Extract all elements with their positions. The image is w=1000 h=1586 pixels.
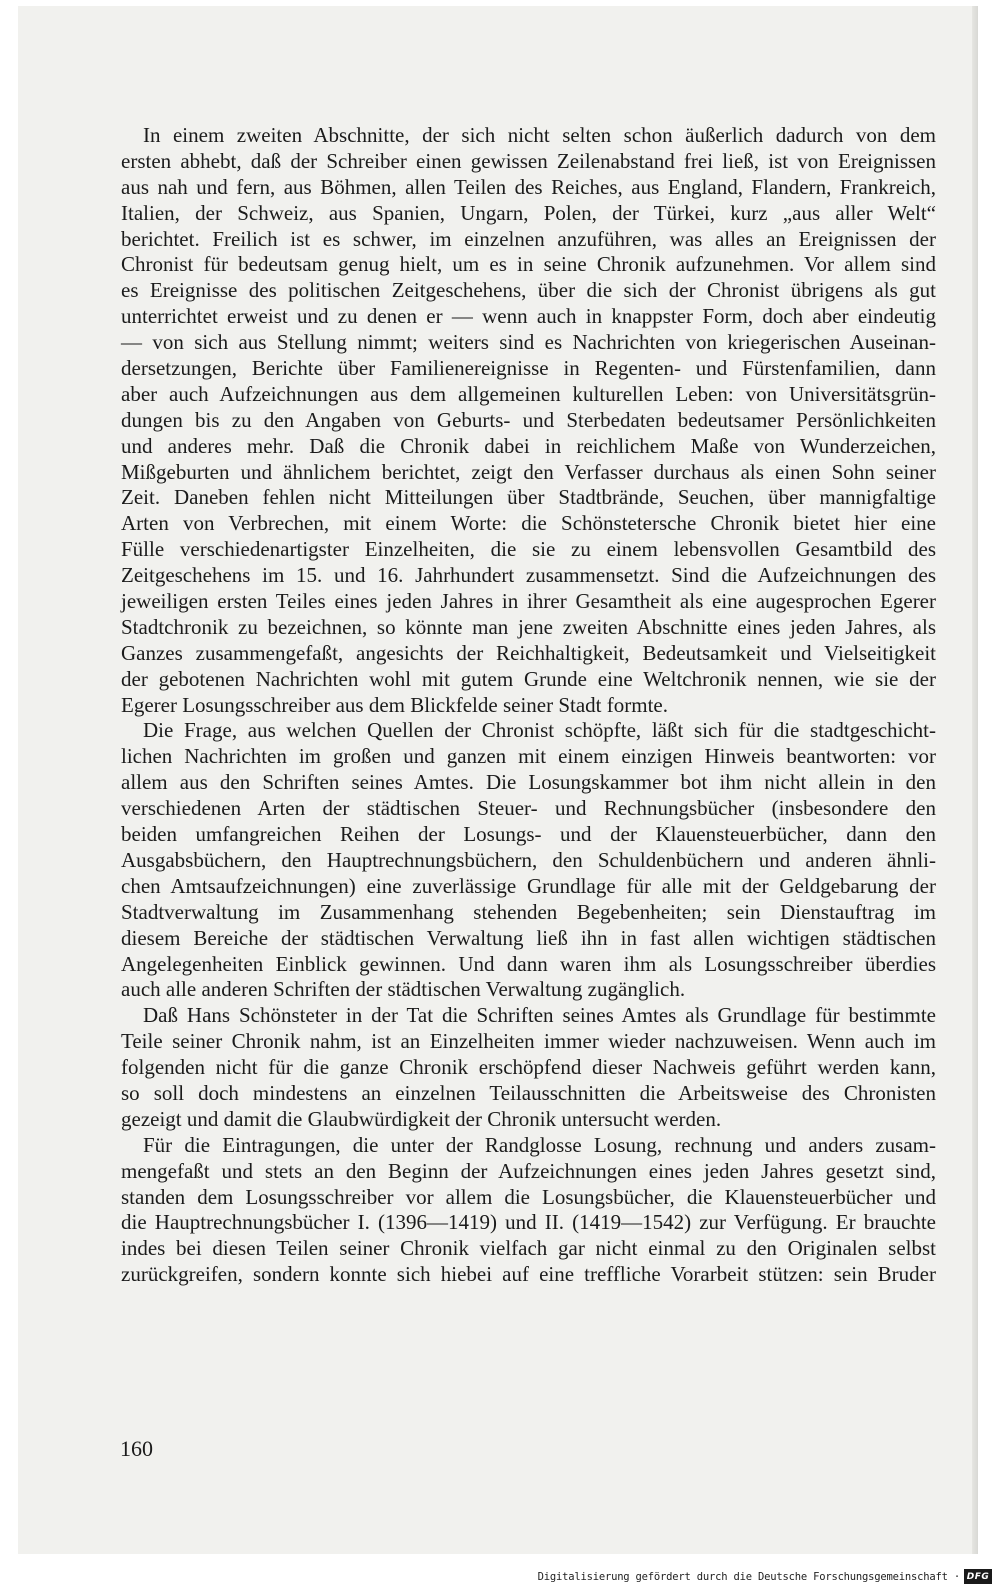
text-line: unterrichtet erweist und zu denen er — wenn auch in knappster Form, doch aber eindeutig (121, 304, 936, 329)
page-edge (972, 6, 978, 1554)
text-line: mengefaßt und stets an den Beginn der Aufzeichnungen eines jeden Jahres gesetzt sind, (121, 1158, 936, 1183)
text-line: es Ereignisse des politischen Zeitgeschehens, über die sich der Chronist übrigens als gut (121, 278, 936, 303)
text-line: Chronist für bedeutsam genug hielt, um es in seine Chronik aufzunehmen. Vor allem sind (121, 252, 936, 277)
text-line: Die Frage, aus welchen Quellen der Chronist schöpfte, läßt sich für die stadtgeschicht- (143, 718, 936, 743)
text-line: In einem zweiten Abschnitte, der sich nicht selten schon äußerlich dadurch von dem (143, 123, 936, 147)
text-line: Mißgeburten und ähnlichem berichtet, zeigt den Verfasser durchaus als einen Sohn seiner (121, 459, 936, 484)
text-line: — von sich aus Stellung nimmt; weiters sind es Nachrichten von kriegerischen Auseinan- (121, 330, 936, 355)
text-line: der gebotenen Nachrichten wohl mit gutem Grunde eine Weltchronik nennen, wie sie der (121, 666, 936, 691)
text-line: verschiedenen Arten der städtischen Steuer- und Rechnungsbücher (insbesondere den (121, 796, 936, 821)
text-line: standen dem Losungsschreiber vor allem die Losungsbücher, die Klauensteuerbücher und (121, 1184, 936, 1209)
text-line: gezeigt und damit die Glaubwürdigkeit der Chronik untersucht werden. (121, 1106, 722, 1131)
text-line: und anderes mehr. Daß die Chronik dabei in reichlichem Maße von Wunderzeichen, (121, 433, 936, 458)
text-line: folgenden nicht für die ganze Chronik erschöpfend dieser Nachweis geführt werden kann, (121, 1055, 936, 1080)
text-line: Zeitgeschehens im 15. und 16. Jahrhundert zusammensetzt. Sind die Aufzeichnungen des (121, 563, 936, 588)
text-line: aus nah und fern, aus Böhmen, allen Teilen des Reiches, aus England, Flandern, Frankreich, (121, 174, 936, 199)
credit-text: Digitalisierung gefördert durch die Deutsche Forschungsgemeinschaft · (537, 1570, 960, 1583)
text-line: Italien, der Schweiz, aus Spanien, Ungarn, Polen, der Türkei, kurz „aus aller Welt“ (121, 200, 936, 225)
text-line: so soll doch mindestens an einzelnen Teilausschnitten die Arbeitsweise des Chronisten (121, 1080, 936, 1105)
text-line: Ganzes zusammengefaßt, angesichts der Reichhaltigkeit, Bedeutsamkeit und Vielseitigkeit (121, 640, 936, 665)
text-line: Teile seiner Chronik nahm, ist an Einzelheiten immer wieder nachzuweisen. Wenn auch im (121, 1029, 936, 1054)
text-line: indes bei diesen Teilen seiner Chronik vielfach gar nicht einmal zu den Originalen selbst (121, 1236, 936, 1261)
text-line: Stadtverwaltung im Zusammenhang stehenden Begebenheiten; sein Dienstauftrag im (121, 899, 936, 924)
text-line: berichtet. Freilich ist es schwer, im einzelnen anzuführen, was alles an Ereignissen der (121, 226, 936, 251)
text-line: dersetzungen, Berichte über Familienereignisse in Regenten- und Fürstenfamilien, dann (121, 356, 936, 381)
text-line: auch alle anderen Schriften der städtischen Verwaltung zugänglich. (121, 977, 686, 1002)
text-line: Ausgabsbüchern, den Hauptrechnungsbüchern, den Schuldenbüchern und anderen ähnli- (121, 847, 936, 872)
text-line: Angelegenheiten Einblick gewinnen. Und dann waren ihm als Losungsschreiber überdies (121, 951, 936, 976)
page-number: 160 (120, 1436, 153, 1461)
text-line: lichen Nachrichten im großen und ganzen mit einem einzigen Hinweis beantworten: vor (121, 744, 936, 769)
text-line: beiden umfangreichen Reihen der Losungs- und der Klauensteuerbücher, dann den (121, 822, 936, 847)
dfg-logo: DFG (964, 1569, 992, 1584)
digitization-credit (538, 1569, 992, 1584)
text-line: ersten abhebt, daß der Schreiber einen gewissen Zeilenabstand frei ließ, ist von Ereignissen (121, 148, 936, 173)
text-line: chen Amtsaufzeichnungen) eine zuverlässige Grundlage für alle mit der Geldgebarung der (121, 873, 936, 898)
text-line: jeweiligen ersten Teiles eines jeden Jahres in ihrer Gesamtheit als eine augesprochen Egerer (121, 589, 936, 614)
text-line: aber auch Aufzeichnungen aus dem allgemeinen kulturellen Leben: von Universitätsgrün- (121, 381, 936, 406)
text-line: diesem Bereiche der städtischen Verwaltung ließ ihn in fast allen wichtigen städtischen (121, 925, 936, 950)
text-line: die Hauptrechnungsbücher I. (1396—1419) und II. (1419—1542) zur Verfügung. Er brauchte (121, 1210, 936, 1235)
text-line: Egerer Losungsschreiber aus dem Blickfelde seiner Stadt formte. (121, 692, 668, 717)
scanned-page (18, 6, 978, 1554)
text-line: Für die Eintragungen, die unter der Randglosse Losung, rechnung und anders zusam- (143, 1132, 936, 1157)
text-line: zurückgreifen, sondern konnte sich hiebei auf eine treffliche Vorarbeit stützen: sein Bruder (121, 1262, 936, 1287)
text-line: Daß Hans Schönsteter in der Tat die Schriften seines Amtes als Grundlage für bestimmte (143, 1003, 936, 1028)
text-line: Arten von Verbrechen, mit einem Worte: die Schönstetersche Chronik bietet hier eine (121, 511, 936, 536)
text-line: Fülle verschiedenartigster Einzelheiten, die sie zu einem lebensvollen Gesamtbild des (121, 537, 936, 562)
text-line: Stadtchronik zu bezeichnen, so könnte man jene zweiten Abschnitte eines jeden Jahres, als (121, 614, 936, 639)
text-line: Zeit. Daneben fehlen nicht Mitteilungen über Stadtbrände, Seuchen, über mannigfaltige (121, 485, 936, 510)
text-line: allem aus den Schriften seines Amtes. Die Losungskammer bot ihm nicht allein in den (121, 770, 936, 795)
text-line: dungen bis zu den Angaben von Geburts- und Sterbedaten bedeutsamer Persönlichkeiten (121, 407, 936, 432)
body-text (121, 123, 936, 1288)
